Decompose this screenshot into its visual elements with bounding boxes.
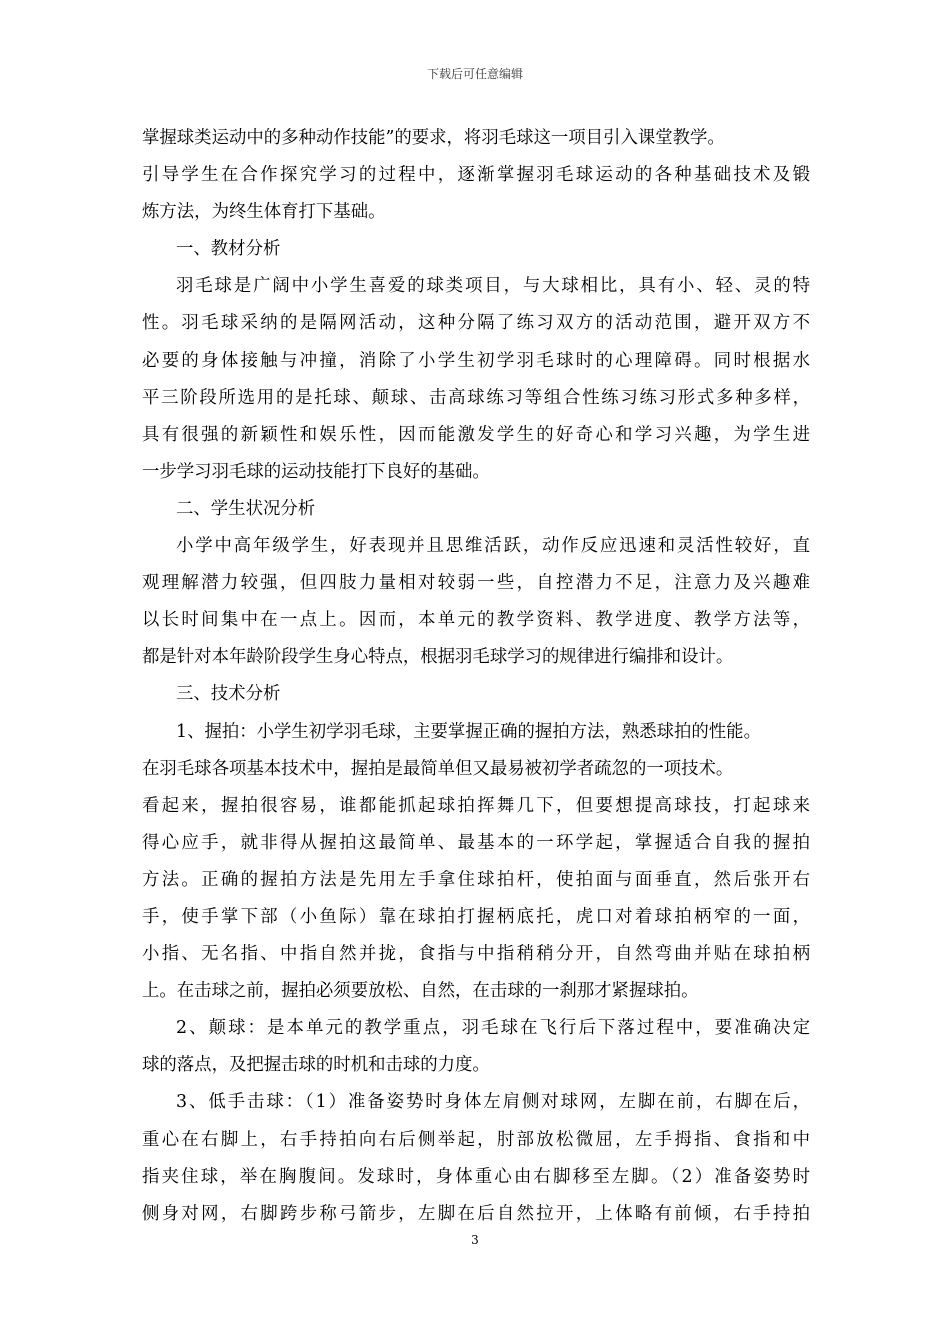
text-line: 一步学习羽毛球的运动技能打下良好的基础。 <box>142 461 490 482</box>
text-line: 重心在右脚上，右手持拍向右后侧举起，肘部放松微屈，左手拇指、食指和中 <box>142 1129 810 1150</box>
paragraph-first-line: 3、低手击球：（1）准备姿势时身体左肩侧对球网，左脚在前，右脚在后， <box>176 1092 810 1113</box>
text-line: 具有很强的新颖性和娱乐性，因而能激发学生的好奇心和学习兴趣，为学生进 <box>142 424 810 445</box>
text-line: 掌握球类运动中的多种动作技能”的要求，将羽毛球这一项目引入课堂教学。 <box>142 128 725 148</box>
text-line: 平三阶段所选用的是托球、颠球、击高球练习等组合性练习练习形式多种多样， <box>142 387 810 408</box>
paragraph-first-line: 羽毛球是广阔中小学生喜爱的球类项目，与大球相比，具有小、轻、灵的特 <box>176 276 810 297</box>
text-line: 方法。正确的握拍方法是先用左手拿住球拍杆，使拍面与面垂直，然后张开右 <box>142 869 810 890</box>
text-line: 看起来，握拍很容易，谁都能抓起球拍挥舞几下，但要想提高球技，打起球来 <box>142 795 810 816</box>
text-line: 性。羽毛球采纳的是隔网活动，这种分隔了练习双方的活动范围，避开双方不 <box>142 313 810 334</box>
text-line: 在羽毛球各项基本技术中，握拍是最简单但又最易被初学者疏忽的一项技术。 <box>142 758 734 779</box>
section-heading: 二、学生状况分析 <box>176 498 316 519</box>
text-line: 炼方法，为终生体育打下基础。 <box>142 202 386 223</box>
text-line: 手，使手掌下部（小鱼际）靠在球拍打握柄底托，虎口对着球拍柄窄的一面， <box>142 906 810 927</box>
paragraph-first-line: 1、握拍：小学生初学羽毛球，主要掌握正确的握拍方法，熟悉球拍的性能。 <box>176 721 761 742</box>
text-line: 引导学生在合作探究学习的过程中，逐渐掌握羽毛球运动的各种基础技术及锻 <box>142 165 810 186</box>
text-line: 以长时间集中在一点上。因而，本单元的教学资料、教学进度、教学方法等， <box>142 610 810 631</box>
section-heading: 一、教材分析 <box>176 239 281 260</box>
text-line: 得心应手，就非得从握拍这最简单、最基本的一环学起，掌握适合自我的握拍 <box>142 832 810 853</box>
text-line: 小指、无名指、中指自然并拢，食指与中指稍稍分开，自然弯曲并贴在球拍柄 <box>142 944 810 965</box>
text-line: 球的落点，及把握击球的时机和击球的力度。 <box>142 1055 490 1076</box>
paragraph-first-line: 2、颠球：是本单元的教学重点，羽毛球在飞行后下落过程中，要准确决定 <box>176 1018 810 1039</box>
document-body <box>142 120 810 1233</box>
text-line: 观理解潜力较强，但四肢力量相对较弱一些，自控潜力不足，注意力及兴趣难 <box>142 573 810 594</box>
text-line: 必要的身体接触与冲撞，消除了小学生初学羽毛球时的心理障碍。同时根据水 <box>142 350 810 371</box>
paragraph-first-line: 小学中高年级学生，好表现并且思维活跃，动作反应迅速和灵活性较好，直 <box>176 536 810 557</box>
text-line: 侧身对网，右脚跨步称弓箭步，左脚在后自然拉开，上体略有前倾，右手持拍 <box>142 1203 810 1224</box>
section-heading: 三、技术分析 <box>176 684 281 705</box>
text-line: 上。在击球之前，握拍必须要放松、自然，在击球的一刹那才紧握球拍。 <box>142 981 699 1002</box>
page-header: 下载后可任意编辑 <box>426 67 523 81</box>
text-line: 都是针对本年龄阶段学生身心特点，根据羽毛球学习的规律进行编排和设计。 <box>142 647 734 668</box>
text-line: 指夹住球，举在胸腹间。发球时，身体重心由右脚移至左脚。（2）准备姿势时 <box>142 1166 810 1187</box>
page-number: 3 <box>471 1233 479 1247</box>
